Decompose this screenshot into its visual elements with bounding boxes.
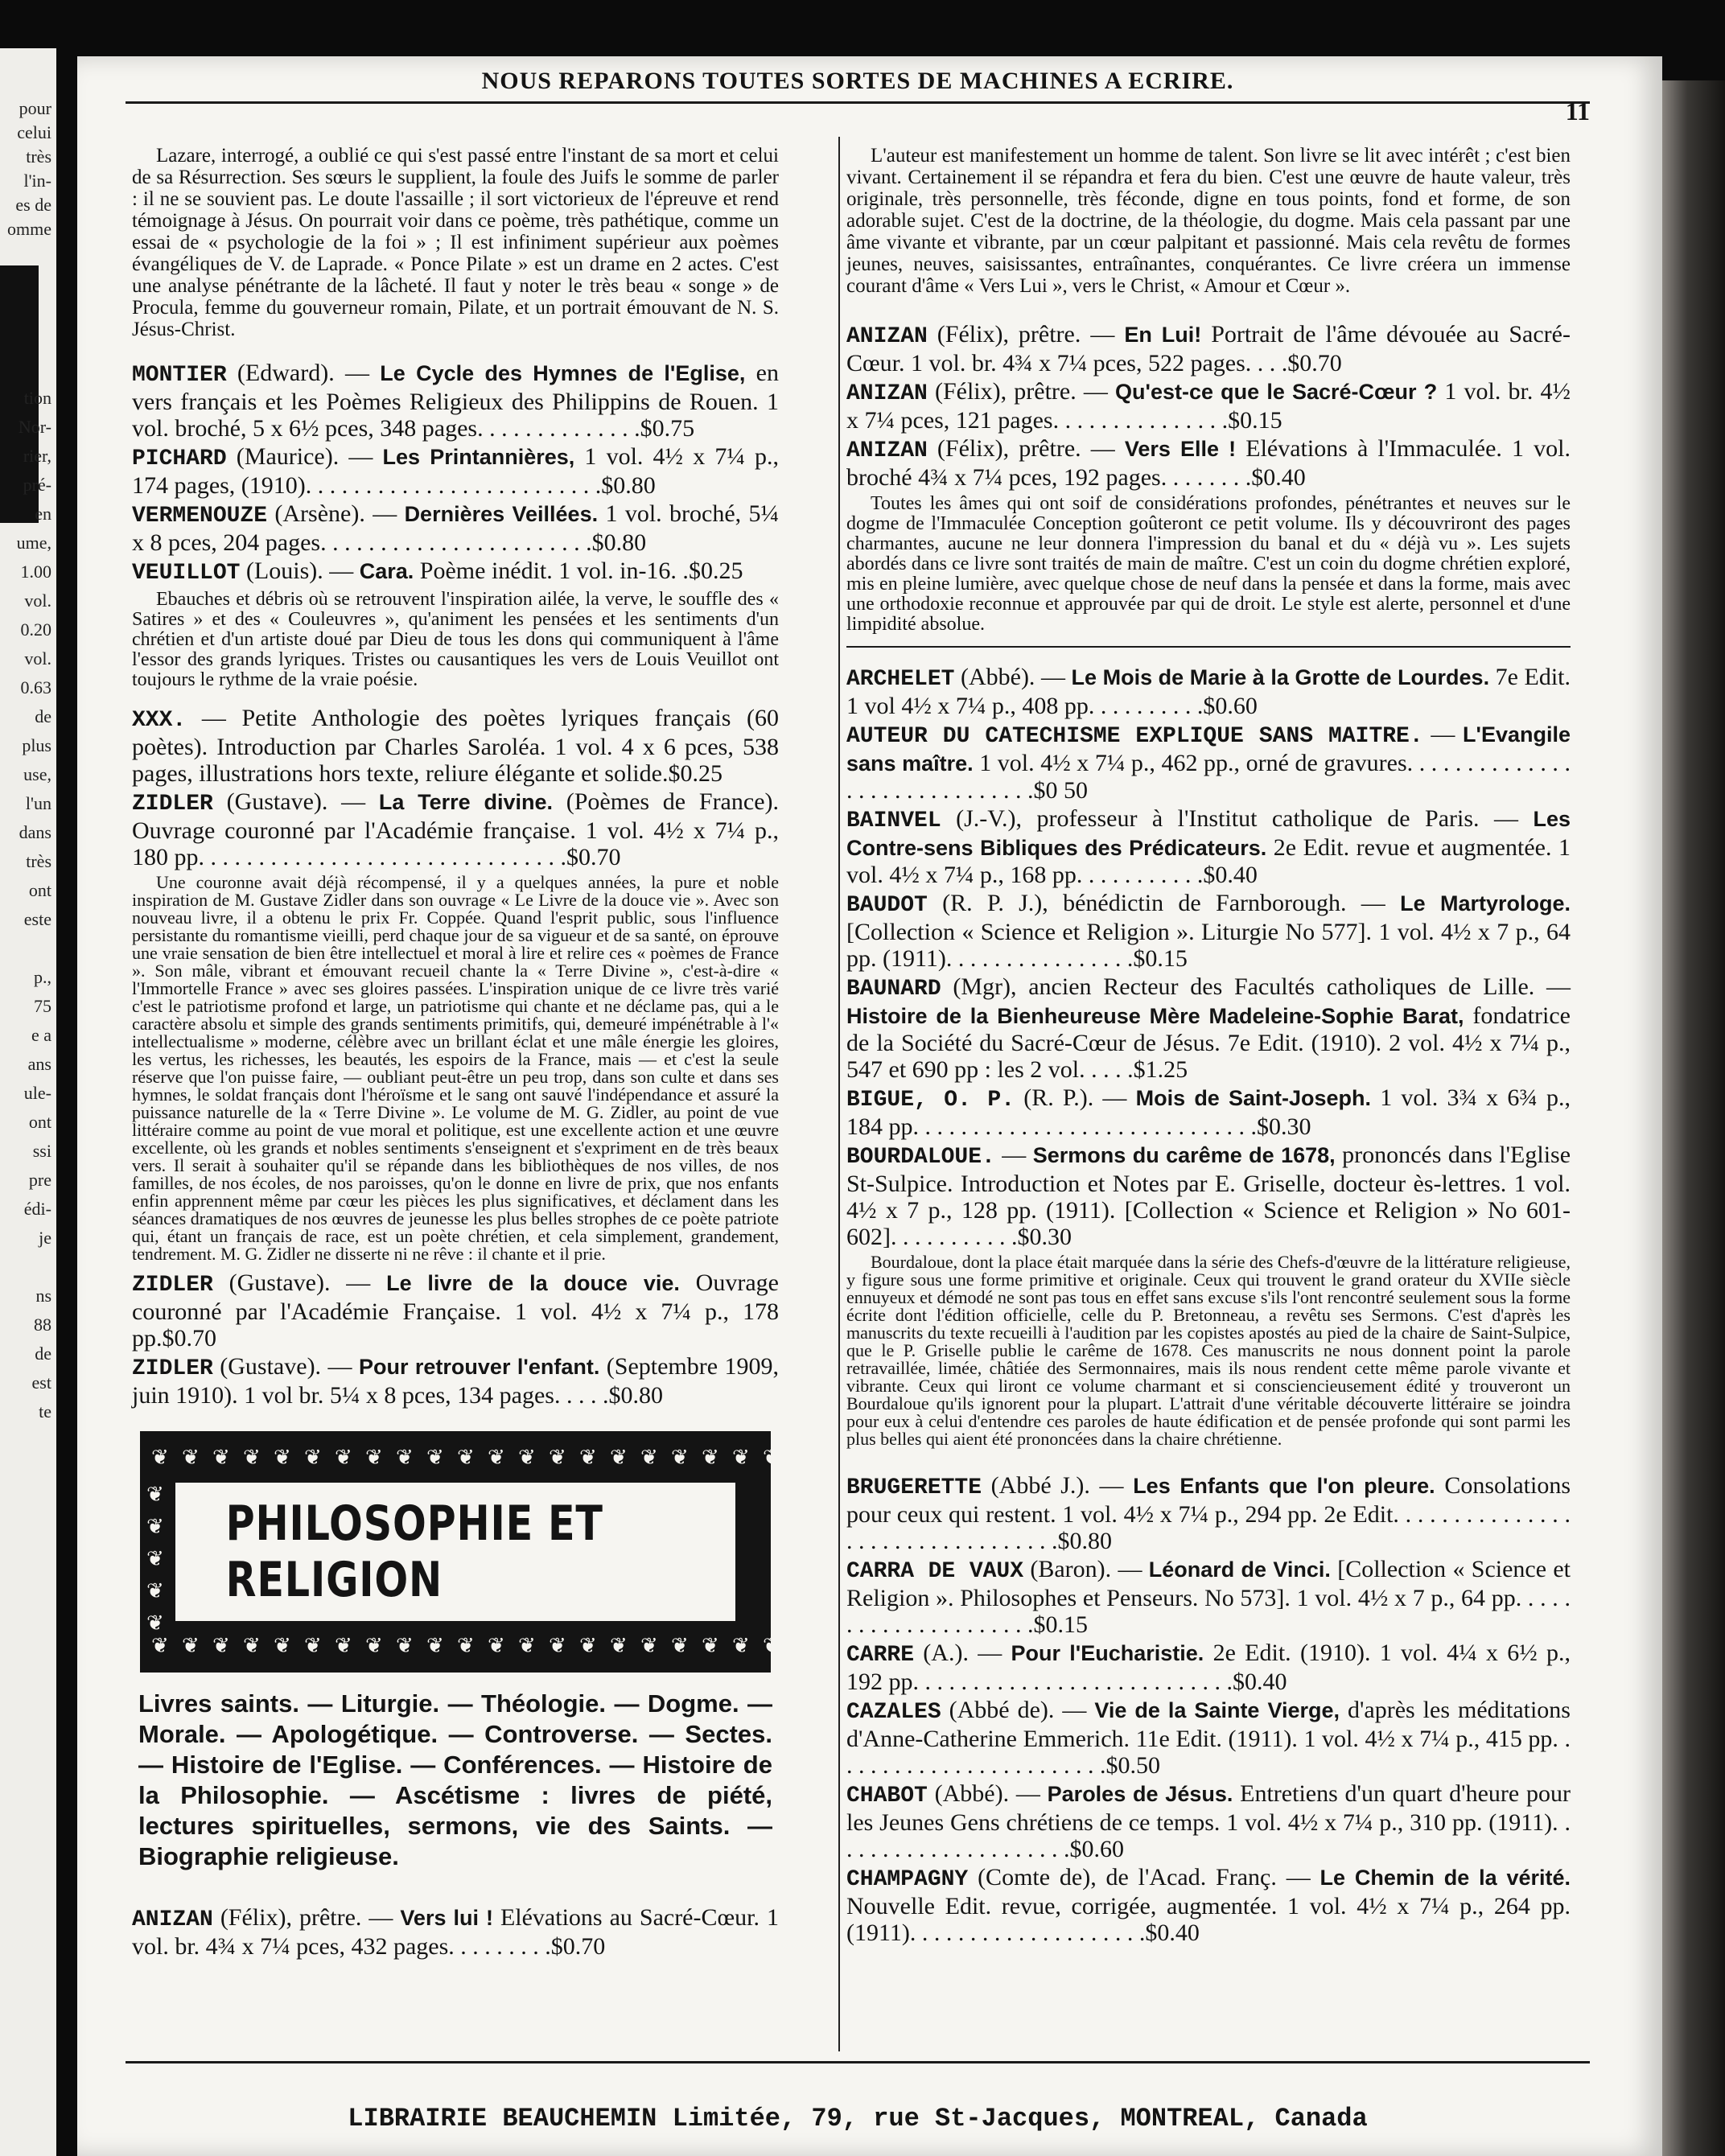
price: $0.40 xyxy=(1203,862,1258,888)
author-name: XXX. xyxy=(132,708,187,733)
leaf-ornament-icon: ❦ xyxy=(671,1634,689,1657)
leaf-ornament-icon: ❦ xyxy=(579,1446,597,1469)
catalog-entry: ANIZAN (Félix), prêtre. — Vers lui ! Elévations au Sacré-Cœur. 1 vol. br. 4¾ x 7¼ pces, 432 pages. . . . . . . . .$0.70 xyxy=(132,1904,779,1960)
leaf-ornament-icon: ❦ xyxy=(798,1483,816,1506)
strip-line: tion xyxy=(23,388,51,408)
catalog-entry: ZIDLER (Gustave). — La Terre divine. (Poèmes de France). Ouvrage couronné par l'Académie française. 1 vol. 4½ x 7¼ p., 180 pp. . . . . . . . . . . . . . . . . . . . . . . . . . . . . . .$0.70 xyxy=(132,788,779,870)
leaf-ornament-icon: ❦ xyxy=(243,1446,261,1469)
book-title: Les Enfants que l'on pleure. xyxy=(1133,1474,1435,1498)
strip-line: pour xyxy=(19,98,51,118)
book-title: Le Mois de Marie à la Grotte de Lourdes. xyxy=(1071,665,1490,689)
leaf-ornament-icon: ❦ xyxy=(457,1446,475,1469)
leaf-ornament-icon: ❦ xyxy=(335,1634,352,1657)
catalog-entry: AUTEUR DU CATECHISME EXPLIQUE SANS MAITRE. — L'Evangile sans maître. 1 vol. 4½ x 7¼ p., 462 pp., orné de gravures. . . . . . . . . . . . . . . . . . . . . . . . . . . . . .$0 50 xyxy=(846,721,1571,804)
price: $0.25 xyxy=(668,760,723,787)
catalog-entry: CAZALES (Abbé de). — Vie de la Sainte Vierge, d'après les méditations d'Anne-Catherine Emmerich. 11e Edit. (1911). 1 vol. 4½ x 7¼ p., 415 pp. . . . . . . . . . . . . . . . . . . . . . . .$0.50 xyxy=(846,1697,1571,1779)
leaf-ornament-icon: ❦ xyxy=(396,1446,414,1469)
strip-line: use, xyxy=(23,764,51,784)
entry-note: Bourdaloue, dont la place était marquée dans la série des Chefs-d'œuvre de la littérature religieuse, y figure sous une forme primitive et originale. Ceux qui trouvent le grand orateur du XVIIe siècle ennuyeux et démodé ne sont pas tous en effet sans excuse s'ils l'ont rencontré seulement sous la forme écrite dont l'édition officielle, celle du P. Bretonneau, a revêtu ses Sermons. C'est d'après les manuscrits du texte recueilli à l'audition par les copistes apostés au pied de la chaire de Saint-Sulpice, que le P. Griselle publie le carême de 1678. Ces manuscrits ne nous donnent point la parole retravaillée, limée, châtiée des Sermonnaires, mais ils nous rendent cette même parole vivante et vibrante. Ceux qui liront ce volume charmant et si consciencieusement édité y trouveront un Bourdaloue qu'ils ignorent pour la plupart. L'attrait d'une véritable découverte littéraire se joindra pour eux à celui d'entendre ces paroles de haute édification et de pensée profonde qui sont parmi les plus belles qui aient été prononcées dans la chaire chrétienne. xyxy=(846,1252,1571,1449)
book-title: L'Evangile sans maître. xyxy=(846,722,1571,776)
catalog-entry: MONTIER (Edward). — Le Cycle des Hymnes de l'Eglise, en vers français et les Poèmes Religieux des Philippins de Rouen. 1 vol. broché, 5 x 6½ pces, 348 pages. . . . . . . . . . . . . .$0.75 xyxy=(132,360,780,442)
price: $0.70 xyxy=(1287,350,1342,376)
price: $0.80 xyxy=(608,1382,663,1409)
leaf-ornament-icon: ❦ xyxy=(488,1446,505,1469)
leaf-ornament-icon: ❦ xyxy=(274,1634,291,1657)
price: $0.60 xyxy=(1203,693,1258,719)
book-title: Vers Elle ! xyxy=(1124,437,1237,461)
author-name: AUTEUR DU CATECHISME EXPLIQUE SANS MAITRE. xyxy=(846,724,1423,749)
author-name: BAUDOT xyxy=(846,893,928,918)
strip-line: je xyxy=(39,1228,51,1248)
author-name: CHABOT xyxy=(846,1784,928,1808)
author-name: CARRE xyxy=(846,1643,915,1668)
price: $0.15 xyxy=(1033,1611,1088,1638)
author-name: ANIZAN xyxy=(846,438,928,463)
price: $0.60 xyxy=(1069,1836,1124,1862)
left-column xyxy=(77,145,816,1961)
section-rule xyxy=(846,646,1571,648)
price: $0.40 xyxy=(1251,464,1306,491)
leaf-ornament-icon: ❦ xyxy=(274,1446,291,1469)
intro-note: Lazare, interrogé, a oublié ce qui s'est passé entre l'instant de sa mort et celui de sa Résurrection. Ses sœurs le supplient, la foule des Juifs le somme de parler : il ne se souvient pas. Le doute l'assaille ; il sort victorieux de l'épreuve et rend témoignage à Jésus. On pourrait voir dans ce poème, très pathétique, comme un essai de « psychologie de la foi » ; Il est infiniment supérieur aux poèmes évangéliques de V. de Laprade. « Ponce Pilate » est un drame en 2 actes. C'est une analyse pénétrante de la lâcheté. Il faut y noter le très beau « songe » de Procula, femme du gouverneur romain, Pilate, et un portrait émouvant de N. S. Jésus-Christ. xyxy=(132,145,779,340)
book-title: Le Chemin de la vérité. xyxy=(1319,1866,1571,1890)
leaf-ornament-icon: ❦ xyxy=(518,1634,536,1657)
price: $0.75 xyxy=(640,415,695,442)
leaf-ornament-icon: ❦ xyxy=(365,1634,383,1657)
leaf-ornament-icon: ❦ xyxy=(146,1515,164,1538)
author-name: ANIZAN xyxy=(846,381,928,406)
price: $0.70 xyxy=(550,1933,606,1960)
leaf-ornament-icon: ❦ xyxy=(426,1634,444,1657)
price: $0.70 xyxy=(162,1325,216,1352)
leaf-ornament-icon: ❦ xyxy=(151,1446,169,1469)
catalog-entry: ZIDLER (Gustave). — Le livre de la douce vie. Ouvrage couronné par l'Académie Française. 1 vol. 4½ x 7¼ p., 178 pp.$0.70 xyxy=(132,1269,779,1352)
author-name: VEUILLOT xyxy=(132,561,241,586)
book-title: Le Martyrologe. xyxy=(1400,891,1571,915)
leaf-ornament-icon: ❦ xyxy=(640,1634,658,1657)
entry-note: Ebauches et débris où se retrouvent l'inspiration ailée, la verve, le souffle des « Satires » et des « Couleuvres », qu'animent les pensées et les sentiments d'un chrétien et d'un artiste doué par Dieu de tous les dons qui communiquent à l'âme l'essor des grands lyriques. Tristes ou causantiques les vers de Louis Veuillot ont toujours le rythme de la vraie poésie. xyxy=(132,589,779,690)
right-column xyxy=(846,145,1571,1948)
footer-rule xyxy=(126,2061,1590,2063)
strip-line: ssi xyxy=(32,1141,51,1161)
adjacent-page-strip xyxy=(0,48,56,2156)
leaf-ornament-icon: ❦ xyxy=(798,1611,816,1635)
leaf-ornament-icon: ❦ xyxy=(798,1515,816,1538)
catalog-page xyxy=(77,56,1662,2156)
section-title: PHILOSOPHIE ET RELIGION xyxy=(225,1496,603,1608)
author-name: CAZALES xyxy=(846,1700,941,1725)
author-name: PICHARD xyxy=(132,446,227,471)
book-title: Léonard de Vinci. xyxy=(1148,1557,1331,1582)
catalog-entry: XXX. — Petite Anthologie des poètes lyriques français (60 poètes). Introduction par Charles Saroléa. 1 vol. 4 x 6 pces, 538 pages, illustrations hors texte, reliure élégante et solide.$0.25 xyxy=(132,705,779,787)
strip-line: ume, xyxy=(16,533,51,553)
price: $0 50 xyxy=(1033,777,1088,804)
price: $0.70 xyxy=(566,844,621,870)
price: $0.15 xyxy=(1228,407,1282,434)
strip-line: très xyxy=(26,146,51,167)
catalog-entry: BRUGERETTE (Abbé J.). — Les Enfants que l'on pleure. Consolations pour ceux qui restent. 1 vol. 4½ x 7¼ p., 294 pp. 2e Edit. . . . . . . . . . . . . . . . . . . . . . . . . . . . . . . . .$0.80 xyxy=(846,1472,1571,1554)
book-title: Paroles de Jésus. xyxy=(1047,1782,1233,1806)
strip-line: este xyxy=(23,909,51,929)
book-title: Le Cycle des Hymnes de l'Eglise, xyxy=(380,361,746,385)
book-title: Vie de la Sainte Vierge, xyxy=(1094,1698,1340,1722)
strip-line: ont xyxy=(28,1112,51,1132)
author-name: ZIDLER xyxy=(132,792,213,817)
leaf-ornament-icon: ❦ xyxy=(640,1446,658,1469)
leaf-ornament-icon: ❦ xyxy=(763,1446,780,1469)
strip-line: 88 xyxy=(34,1315,51,1335)
strip-line: de xyxy=(35,706,51,726)
strip-line: Nor- xyxy=(18,417,51,437)
catalog-entry: BAUDOT (R. P. J.), bénédictin de Farnborough. — Le Martyrologe. [Collection « Science et Religion ». Liturgie No 577]. 1 vol. 4½ x 7 p., 64 pp. (1911). . . . . . . . . . . . . . . .$0.15 xyxy=(846,890,1571,972)
leaf-ornament-icon: ❦ xyxy=(798,1579,816,1603)
header-rule xyxy=(126,101,1590,104)
author-name: CARRA DE VAUX xyxy=(846,1559,1024,1584)
leaf-ornament-icon: ❦ xyxy=(365,1446,383,1469)
leaf-ornament-icon: ❦ xyxy=(304,1634,322,1657)
strip-line: 1.00 xyxy=(20,562,51,582)
price: $0.80 xyxy=(1057,1528,1112,1554)
strip-line: te xyxy=(39,1401,51,1422)
author-name: ARCHELET xyxy=(846,667,955,692)
section-subjects: Livres saints. — Liturgie. — Théologie. — Dogme. — Morale. — Apologétique. — Controverse. — Sectes. — Histoire de l'Eglise. — Conférences. — Histoire de la Philosophie. — Ascétisme : livres de piété, lectures spirituelles, sermons, vie des Saints. — Biographie religieuse. xyxy=(138,1689,772,1870)
book-title: En Lui! xyxy=(1124,323,1202,347)
strip-line: omme xyxy=(7,219,51,239)
price: $0.40 xyxy=(1145,1919,1200,1946)
leaf-ornament-icon: ❦ xyxy=(702,1634,719,1657)
book-title: Sermons du carême de 1678, xyxy=(1032,1143,1336,1167)
strip-line: pre xyxy=(28,1170,51,1190)
author-name: BIGUE, O. P. xyxy=(846,1088,1015,1113)
column-divider xyxy=(838,137,840,2051)
leaf-ornament-icon: ❦ xyxy=(610,1446,628,1469)
catalog-entry: ANIZAN (Félix), prêtre. — Vers Elle ! Elévations à l'Immaculée. 1 vol. broché 4¾ x 7¼ pces, 192 pages. . . . . . . .$0.40 xyxy=(846,435,1571,491)
leaf-ornament-icon: ❦ xyxy=(702,1446,719,1469)
strip-line: pré- xyxy=(23,475,51,495)
page-footer: LIBRAIRIE BEAUCHEMIN Limitée, 79, rue St-Jacques, MONTREAL, Canada xyxy=(348,2104,1368,2133)
leaf-ornament-icon: ❦ xyxy=(610,1634,628,1657)
book-edge xyxy=(1662,80,1725,2156)
author-name: ZIDLER xyxy=(132,1273,213,1298)
author-name: ANIZAN xyxy=(846,324,928,349)
catalog-entry: ARCHELET (Abbé). — Le Mois de Marie à la Grotte de Lourdes. 7e Edit. 1 vol 4½ x 7¼ p., 408 pp. . . . . . . . . .$0.60 xyxy=(846,664,1571,719)
entry-note: Toutes les âmes qui ont soif de considérations profondes, pénétrantes et neuves sur le dogme de l'Immaculée Conception goûteront ce petit volume. Ils y découvriront des pages charmantes, aucune ne leur donnera l'impression du banal et du « déjà vu ». Les sujets abordés dans ce livre sont traités de main de maître. C'est un coin du dogme chrétien exploré, mis en pleine lumière, avec quelque chose de neuf dans la pensée et dans la forme, mais avec une orthodoxie reconnue et approuvée par qui de droit. Le style est alerte, personnel et d'une limpidité absolue. xyxy=(846,493,1571,635)
strip-line: l'in- xyxy=(23,171,51,191)
price: $1.25 xyxy=(1133,1056,1188,1083)
author-name: VERMENOUZE xyxy=(132,504,268,529)
leaf-ornament-icon: ❦ xyxy=(335,1446,352,1469)
intro-note: L'auteur est manifestement un homme de talent. Son livre se lit avec intérêt ; c'est bien vivant. Certainement il se répandra et fera du bien. C'est une œuvre de haute valeur, très originale, très personnelle, très féconde, digne en tous points, fond et forme, de son adorable sujet. C'est de la doctrine, de la théologie, du dogme. Mais cela passant par une âme vivante et vibrante, par un cœur palpitant et passionné. Mais cela revêtu de formes jeunes, neuves, saisissantes, entraînantes, conquérantes. Ce livre créera un immense courant d'âme « Vers Lui », vers le Christ, « Amour et Cœur ». xyxy=(846,145,1571,297)
catalog-entry: BIGUE, O. P. (R. P.). — Mois de Saint-Joseph. 1 vol. 3¾ x 6¾ p., 184 pp. . . . . . . . . . . . . . . . . . . . . . . . . . . . .$0.30 xyxy=(846,1084,1571,1140)
catalog-entry: BAUNARD (Mgr), ancien Recteur des Facultés catholiques de Lille. — Histoire de la Bienheureuse Mère Madeleine-Sophie Barat, fondatrice de la Société du Sacré-Cœur de Jésus. 7e Edit. (1910). 2 vol. 4½ x 7¼ p., 547 et 690 pp : les 2 vol. . . . .$1.25 xyxy=(846,973,1571,1083)
strip-line: est xyxy=(31,1372,51,1393)
author-name: BAUNARD xyxy=(846,977,941,1002)
banner-inner xyxy=(175,1483,735,1621)
catalog-entry: VERMENOUZE (Arsène). — Dernières Veillées. 1 vol. broché, 5¼ x 8 pces, 204 pages. . . . . . . . . . . . . . . . . . . . . . .$0.80 xyxy=(132,500,779,556)
price: $0.25 xyxy=(688,558,743,584)
book-title: Pour l'Eucharistie. xyxy=(1011,1641,1204,1665)
leaf-ornament-icon: ❦ xyxy=(798,1547,816,1570)
book-title: Histoire de la Bienheureuse Mère Madeleine-Sophie Barat, xyxy=(846,1004,1464,1028)
price: $0.40 xyxy=(1233,1668,1287,1695)
leaf-ornament-icon: ❦ xyxy=(518,1446,536,1469)
book-title: Cara. xyxy=(359,559,414,583)
price: $0.30 xyxy=(1257,1113,1311,1140)
book-title: Qu'est-ce que le Sacré-Cœur ? xyxy=(1115,380,1438,404)
leaf-ornament-icon: ❦ xyxy=(793,1446,811,1469)
strip-line: ans xyxy=(27,1054,51,1074)
strip-line: 0.63 xyxy=(20,677,51,697)
book-title: Les Contre-sens Bibliques des Prédicateurs. xyxy=(846,807,1571,860)
catalog-entry: BOURDALOUE. — Sermons du carême de 1678, prononcés dans l'Eglise St-Sulpice. Introduction et Notes par E. Griselle, docteur ès-lettres. 1 vol. 4½ x 7 p., 128 pp. (1911). [Collection « Science et Religion » No 601-602]. . . . . . . . . . .$0.30 xyxy=(846,1142,1571,1250)
leaf-ornament-icon: ❦ xyxy=(549,1446,566,1469)
price: $0.15 xyxy=(1133,945,1188,972)
strip-line: p., xyxy=(34,967,51,987)
author-name: BAINVEL xyxy=(846,808,941,833)
author-name: ANIZAN xyxy=(132,1907,213,1932)
leaf-ornament-icon: ❦ xyxy=(212,1446,230,1469)
strip-line: de xyxy=(35,1343,51,1364)
strip-line: l'un xyxy=(25,793,51,813)
catalog-entry: CARRA DE VAUX (Baron). — Léonard de Vinci. [Collection « Science et Religion ». Philosophes et Penseurs. No 573]. 1 vol. 4½ x 7 p., 64 pp. . . . . . . . . . . . . . . . . . . . .$0.15 xyxy=(846,1556,1571,1638)
strip-line: ule- xyxy=(23,1083,51,1103)
price: $0.80 xyxy=(591,529,647,556)
leaf-ornament-icon: ❦ xyxy=(182,1634,200,1657)
catalog-entry: VEUILLOT (Louis). — Cara. Poème inédit. 1 vol. in-16. .$0.25 xyxy=(132,558,743,586)
book-title: La Terre divine. xyxy=(378,790,553,814)
leaf-ornament-icon: ❦ xyxy=(146,1579,164,1603)
book-title: Vers lui ! xyxy=(400,1906,493,1930)
author-name: BRUGERETTE xyxy=(846,1475,982,1500)
author-name: MONTIER xyxy=(132,363,227,388)
section-banner xyxy=(140,1431,816,1673)
catalog-entry: CARRE (A.). — Pour l'Eucharistie. 2e Edit. (1910). 1 vol. 4¼ x 6½ p., 192 pp. . . . . . . . . . . . . . . . . . . . . . . . . . .$0.40 xyxy=(846,1640,1571,1695)
leaf-ornament-icon: ❦ xyxy=(243,1634,261,1657)
strip-line: ns xyxy=(35,1286,51,1306)
strip-line: e a xyxy=(31,1025,51,1045)
catalog-entry: ANIZAN (Félix), prêtre. — Qu'est-ce que le Sacré-Cœur ? 1 vol. br. 4½ x 7¼ pces, 121 pages. . . . . . . . . . . . . . .$0.15 xyxy=(846,378,1571,434)
strip-line: dans xyxy=(19,822,51,842)
author-name: ZIDLER xyxy=(132,1356,213,1381)
leaf-ornament-icon: ❦ xyxy=(488,1634,505,1657)
book-title: Les Printannières, xyxy=(382,445,575,469)
leaf-ornament-icon: ❦ xyxy=(457,1634,475,1657)
price: $0.30 xyxy=(1017,1224,1072,1250)
leaf-ornament-icon: ❦ xyxy=(579,1634,597,1657)
strip-line: plus xyxy=(22,735,51,755)
entry-note: Une couronne avait déjà récompensé, il y a quelques années, la pure et noble inspiration de M. Gustave Zidler dans son ouvrage « Le Livre de la douce vie ». Avec son nouveau livre, il a obtenu le prix Fr. Coppée. Quand l'esprit public, sous l'influence persistante du romantisme vieilli, perd chaque jour de sa vigueur et de sa santé, on éprouve une vraie sensation de bien être intellectuel et moral à lire et relire ces « poèmes de France ». Son mâle, vibrant et émouvant recueil chante la « Terre Divine », c'est-à-dire « l'Immortelle France » avec ses gloires passées. L'inspiration unique de ce livre très varié c'est le patriotisme profond et large, un patriotisme qui chante et ne déclame pas, qui a le caractère absolu et simple des grands sentiments primitifs, qui, demeuré impénétrable à l'« intellectualisme » moderne, célèbre avec un brillant éclat et une mâle énergie les gloires, les vertus, les richesses, les beautés, les espoirs de la France, mais — et c'est la seule réserve que l'on puisse faire, — oubliant peut-être un peu trop, dans son culte et dans ses hymnes, le soldat français dont l'héroïsme et le sang ont sauvé l'indépendance et assuré la puissance naturelle de la « Terre Divine ». Le volume de M. G. Zidler, au point de vue littéraire comme au point de vue moral et politique, est une excellente action et une œuvre excellente, où les grands et nobles sentiments s'enseignent et s'expriment en de très beaux vers. Il serait à souhaiter qu'il se répande dans les bibliothèques de nos villes, de nos familles, de nos écoles, de nos paroisses, qu'on le donne en livre de prix, que nos enfants enfin apprennent même par cœur les pièces les plus significatives, et déclament dans les séances dramatiques de nos œuvres de jeunesse les plus belles strophes de ce poète patriote qui, étant un français de race, est un poète chrétien, et cela simplement, grandement, tendrement. M. G. Zidler ne disserte ni ne rêve : il chante et il prie. xyxy=(132,872,779,1264)
leaf-ornament-icon: ❦ xyxy=(146,1547,164,1570)
book-title: Le livre de la douce vie. xyxy=(386,1271,680,1295)
strip-line: en xyxy=(35,504,51,524)
page-header: NOUS REPARONS TOUTES SORTES DE MACHINES A ECRIRE. xyxy=(481,68,1234,94)
leaf-ornament-icon: ❦ xyxy=(426,1446,444,1469)
leaf-ornament-icon: ❦ xyxy=(549,1634,566,1657)
catalog-entry: PICHARD (Maurice). — Les Printannières, 1 vol. 4½ x 7¼ p., 174 pages, (1910). . . . . . . . . . . . . . . . . . . . . . . . .$0.80 xyxy=(132,443,780,499)
author-name: BOURDALOUE. xyxy=(846,1145,995,1170)
leaf-ornament-icon: ❦ xyxy=(182,1446,200,1469)
leaf-ornament-icon: ❦ xyxy=(763,1634,780,1657)
strip-line: 75 xyxy=(34,996,51,1016)
catalog-entry: ZIDLER (Gustave). — Pour retrouver l'enfant. (Septembre 1909, juin 1910). 1 vol br. 5¼ x 8 pces, 134 pages. . . . .$0.80 xyxy=(132,1353,779,1409)
leaf-ornament-icon: ❦ xyxy=(151,1634,169,1657)
author-name: CHAMPAGNY xyxy=(846,1867,969,1892)
strip-line: 0.20 xyxy=(20,619,51,640)
strip-line: es de xyxy=(15,195,51,215)
strip-line: très xyxy=(26,851,51,871)
leaf-ornament-icon: ❦ xyxy=(732,1446,750,1469)
catalog-entry: BAINVEL (J.-V.), professeur à l'Institut catholique de Paris. — Les Contre-sens Bibliques des Prédicateurs. 2e Edit. revue et augmentée. 1 vol. 4½ x 7¼ p., 168 pp. . . . . . . . . . .$0.40 xyxy=(846,805,1571,888)
book-title: Pour retrouver l'enfant. xyxy=(358,1355,600,1379)
leaf-ornament-icon: ❦ xyxy=(671,1446,689,1469)
leaf-ornament-icon: ❦ xyxy=(304,1446,322,1469)
price: $0.80 xyxy=(601,472,656,499)
leaf-ornament-icon: ❦ xyxy=(146,1483,164,1506)
catalog-entry: CHAMPAGNY (Comte de), de l'Acad. Franç. — Le Chemin de la vérité. Nouvelle Edit. revue, corrigée, augmentée. 1 vol. 4½ x 7¼ p., 264 pp. (1911). . . . . . . . . . . . . . . . . . . .$0.40 xyxy=(846,1864,1571,1946)
price: $0.50 xyxy=(1105,1752,1160,1779)
strip-line: vol. xyxy=(24,590,51,611)
leaf-ornament-icon: ❦ xyxy=(793,1634,811,1657)
page-number: 11 xyxy=(1565,97,1590,125)
leaf-ornament-icon: ❦ xyxy=(146,1611,164,1635)
strip-line: vol. xyxy=(24,648,51,669)
leaf-ornament-icon: ❦ xyxy=(212,1634,230,1657)
catalog-entry: CHABOT (Abbé). — Paroles de Jésus. Entretiens d'un quart d'heure pour les Jeunes Gens chrétiens de ce temps. 1 vol. 4½ x 7¼ p., 310 pp. (1911). . . . . . . . . . . . . . . . . . . . .$0.60 xyxy=(846,1780,1571,1862)
catalog-entry: ANIZAN (Félix), prêtre. — En Lui! Portrait de l'âme dévouée au Sacré-Cœur. 1 vol. br. 4¾ x 7¼ pces, 522 pages. . . .$0.70 xyxy=(846,321,1571,376)
strip-line: édi- xyxy=(23,1199,51,1219)
strip-line: celui xyxy=(17,122,51,142)
strip-line: ont xyxy=(28,880,51,900)
leaf-ornament-icon: ❦ xyxy=(396,1634,414,1657)
book-title: Mois de Saint-Joseph. xyxy=(1135,1086,1372,1110)
leaf-ornament-icon: ❦ xyxy=(732,1634,750,1657)
strip-line: rier, xyxy=(23,446,51,466)
book-title: Dernières Veillées. xyxy=(404,502,599,526)
